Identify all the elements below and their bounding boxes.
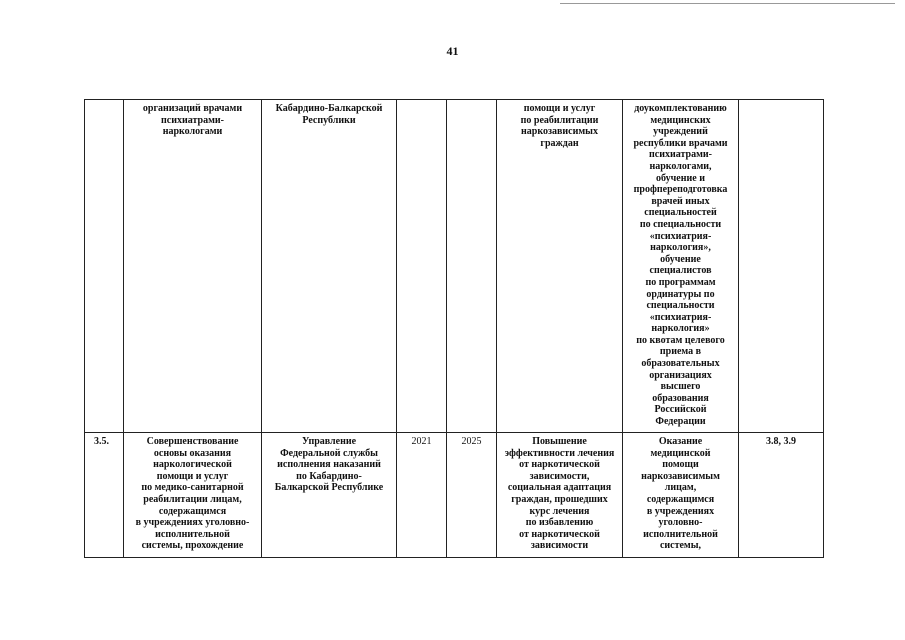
measure-cell: Совершенствование основы оказания наркологической помощи и услуг по медико-санитарной реабилитации лицам, содержащимся в учреждениях уголовно- исполнительной системы, прохождение	[124, 433, 262, 558]
executor-cell: Кабардино-Балкарской Республики	[262, 100, 397, 433]
link-cell	[739, 100, 824, 433]
executor-cell: Управление Федеральной службы исполнения наказаний по Кабардино- Балкарской Республике	[262, 433, 397, 558]
scan-top-edge-line	[560, 3, 895, 4]
row-number-cell: 3.5.	[85, 433, 124, 558]
table-row	[85, 433, 824, 558]
start-year-cell: 2021	[397, 433, 447, 558]
page-number: 41	[446, 44, 459, 58]
table-row	[85, 100, 824, 433]
row-number-cell	[85, 100, 124, 433]
link-cell: 3.8, 3.9	[739, 433, 824, 558]
end-year-cell: 2025	[447, 433, 497, 558]
start-year-cell	[397, 100, 447, 433]
directions-cell: Оказание медицинской помощи наркозависимым лицам, содержащимся в учреждениях уголовно- исполнительной системы,	[623, 433, 739, 558]
measures-table	[84, 99, 824, 558]
result-cell: Повышение эффективности лечения от наркотической зависимости, социальная адаптация граждан, прошедших курс лечения по избавлению от наркотической зависимости	[497, 433, 623, 558]
end-year-cell	[447, 100, 497, 433]
directions-cell: доукомплектованию медицинских учреждений республики врачами психиатрами- наркологами, обучение и профпереподготовка врачей иных специальностей по специальности «психиатрия- наркология», обучение специалистов по программам ординатуры по специальности «психиатрия- наркология» по квотам целевого приема в образовательных организациях высшего образования Российской Федерации	[623, 100, 739, 433]
measure-cell: организаций врачами психиатрами- наркологами	[124, 100, 262, 433]
result-cell: помощи и услуг по реабилитации наркозависимых граждан	[497, 100, 623, 433]
